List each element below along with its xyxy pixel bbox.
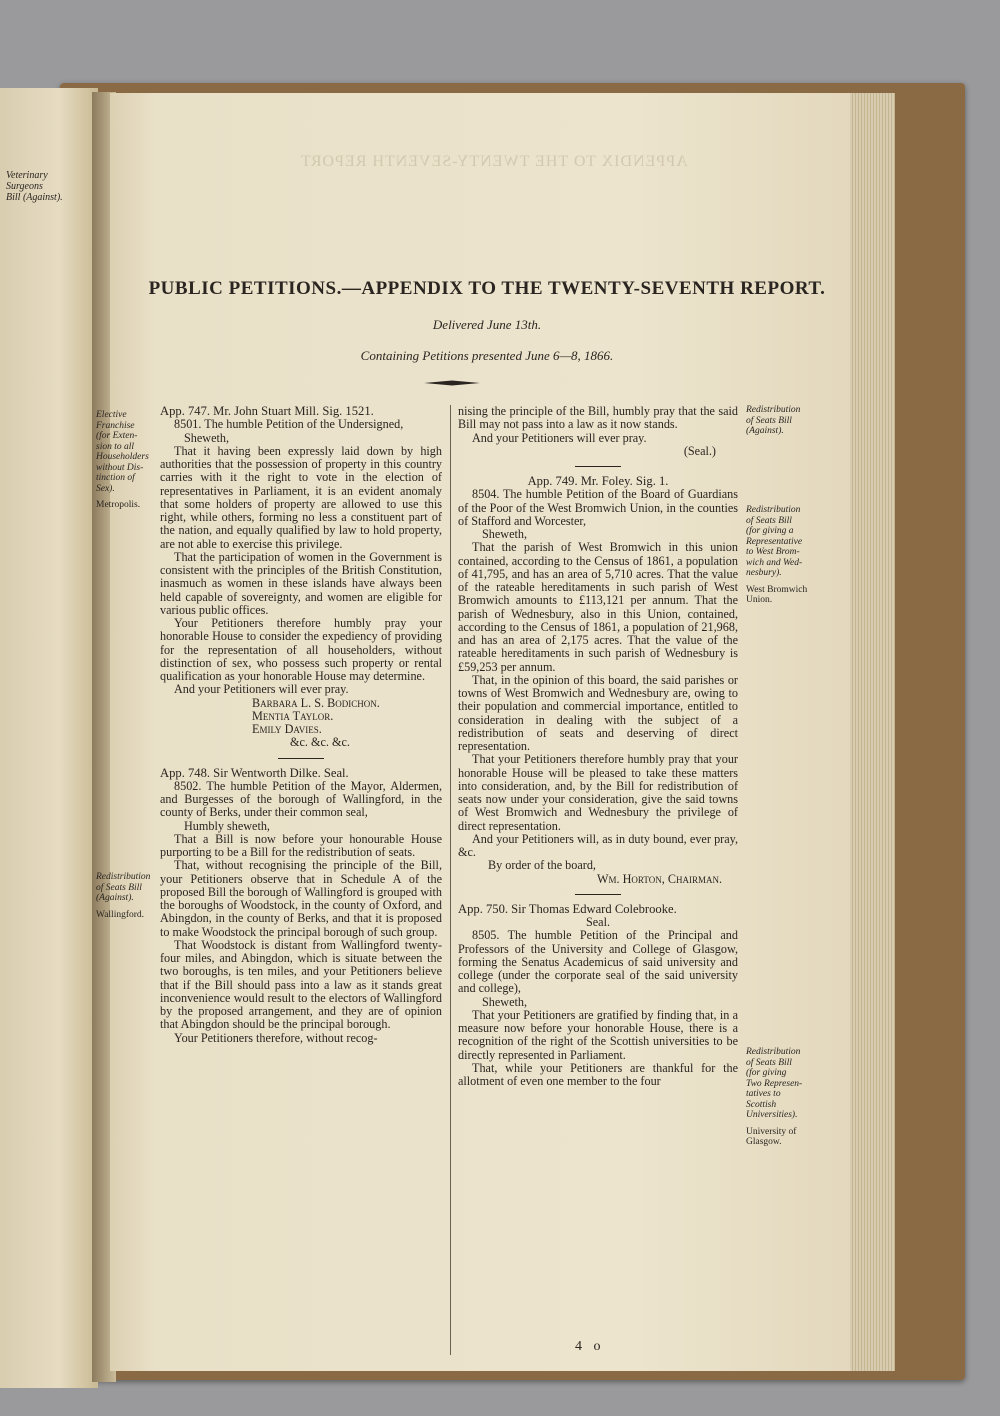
margin-note-747: Elective Franchise (for Exten- sion to all Householders without Dis- tinction of Sex). Metropolis.: [96, 410, 149, 510]
page-number: 4 o: [575, 1339, 605, 1354]
signature: Wm. Horton, Chairman.: [597, 871, 722, 886]
section-separator: [575, 466, 621, 467]
section-separator: [278, 758, 324, 759]
signature: Mentia Taylor.: [252, 708, 334, 723]
petition-749-head: App. 749. Mr. Foley. Sig. 1.: [527, 474, 669, 488]
ornament-rule: [424, 380, 480, 386]
page-edges: [850, 93, 895, 1371]
left-margin-note: Veterinary Surgeons Bill (Against).: [6, 170, 63, 203]
delivered-line: Delivered June 13th.: [432, 317, 542, 332]
petition-748-head: App. 748. Sir Wentworth Dilke. Seal.: [160, 765, 349, 780]
left-page: [0, 88, 98, 1388]
margin-note-749: Redistribution of Seats Bill (for giving a Representative to West Brom- wich and Wed- nesbury). West Bromwich Union.: [746, 505, 808, 605]
signature: Emily Davies.: [252, 722, 322, 736]
petition-750-head: App. 750. Sir Thomas Edward Colebrooke.: [458, 901, 677, 916]
page-title: PUBLIC PETITIONS.—APPENDIX TO THE TWENTY-SEVENTH REPORT.: [148, 278, 826, 299]
section-separator: [575, 894, 621, 895]
right-column: nising the principle of the Bill, humbly pray that the said Bill may not pass into a law as it now stands. And your Petitioners will ever pray. (Seal.) App. 749. Mr. Foley. Sig. 1. 8504. The humble Petition of the Board of Guardians of the Poor of the West Bromwich Union, in the counties of Stafford and Worcester, Sheweth, That the parish of West Bromwich in this union contained, according to the Census of 1861, a population of 41,795, and has an area of 5,710 acres. That the value of the rateable hereditaments in such parish of West Bromwich amounts to £113,121 per annum. That the parish of Wednesbury, also in this Union, contained, according to the Census of 1861, a population of 21,968, and has an area of 2,175 acres. That the value of the rateable hereditaments in such parish of Wednesbury is £59,253 per annum. That, in the opinion of this board, the said parishes or towns of West Bromwich and Wednesbury are, owing to their population and commercial importance, entitled to consideration in dealing with the subject of a redistribution of seats and deserving of direct representation. That your Petitioners therefore humbly pray that your honorable House will be pleased to take these matters into consideration, and, by the Bill for redistribution of seats now under your consideration, give the said towns of West Bromwich and Wednesbury the privilege of direct representation. And your Petitioners will, as in duty bound, ever pray, &c. By order of the board, Wm. Horton, Chairman. App. 750. Sir Thomas Edward Colebrooke. Seal. 8505. The humble Petition of the Principal and Professors of the University and College of Glasgow, forming the Senatus Academicus of said university and college (under the corporate seal of the said university and college), Sheweth, That your Petitioners are gratified by finding that, in a measure now before your honorable House, there is a recognition of the right of the Scottish universities to be directly represented in Parliament. That, while your Petitioners are thankful for the allotment of even one member to the four: [458, 404, 738, 1088]
signature: Barbara L. S. Bodichon.: [252, 695, 380, 710]
margin-note-750: Redistribution of Seats Bill (for giving Two Represen- tatives to Scottish Universities). University of Glasgow.: [746, 1047, 803, 1147]
show-through-text: APPENDIX TO THE TWENTY-SEVENTH REPORT: [300, 153, 688, 170]
containing-line: Containing Petitions presented June 6—8, 1866.: [360, 348, 614, 363]
petition-747-head: App. 747. Mr. John Stuart Mill. Sig. 1521.: [160, 404, 374, 418]
left-column: App. 747. Mr. John Stuart Mill. Sig. 1521. 8501. The humble Petition of the Undersigned, Sheweth, That it having been expressly laid down by high authorities that the possession of property in this country carries with it the right to vote in the election of representatives in Parliament, it is an evident anomaly that some holders of property are allowed to use this right, while others, forming no less a constituent part of the nation, and equally qualified by law to hold property, are not able to exercise this privilege. That the participation of women in the Government is consistent with the principles of the British Constitution, inasmuch as women in these islands have always been held capable of sovereignty, and women are eligible for various public offices. Your Petitioners therefore humbly pray your honorable House to consider the expediency of providing for the representation of all householders, without distinction of sex, who possess such property or rental qualification as your honorable House may determine. And your Petitioners will ever pray. Barbara L. S. Bodichon. Mentia Taylor. Emily Davies. &c. &c. &c. App. 748. Sir Wentworth Dilke. Seal. 8502. The humble Petition of the Mayor, Aldermen, and Burgesses of the borough of Wallingford, in the county of Berks, under their common seal, Humbly sheweth, That a Bill is now before your honourable House purporting to be a Bill for the redistribution of seats. That, without recognising the principle of the Bill, your Petitioners observe that in Schedule A of the proposed Bill the borough of Wallingford is grouped with the boroughs of Woodstock, in the county of Oxford, and Abingdon, in the county of Berks, and that it is proposed to make Woodstock the principal borough of such group. That Woodstock is distant from Wallingford twenty-four miles, and Abingdon, which is situate between the two boroughs, is ten miles, and your Petitioners believe that if the Bill should pass into a law as it stands great inconvenience would result to the electors of Wallingford by the proposed arrangement, and they are of opinion that Abingdon should be the principal borough. Your Petitioners therefore, without recog-: [160, 404, 442, 1045]
margin-note-748: Redistribution of Seats Bill (Against). Wallingford.: [96, 872, 151, 920]
column-rule: [450, 405, 451, 1355]
margin-note-748b: Redistribution of Seats Bill (Against).: [746, 405, 801, 436]
